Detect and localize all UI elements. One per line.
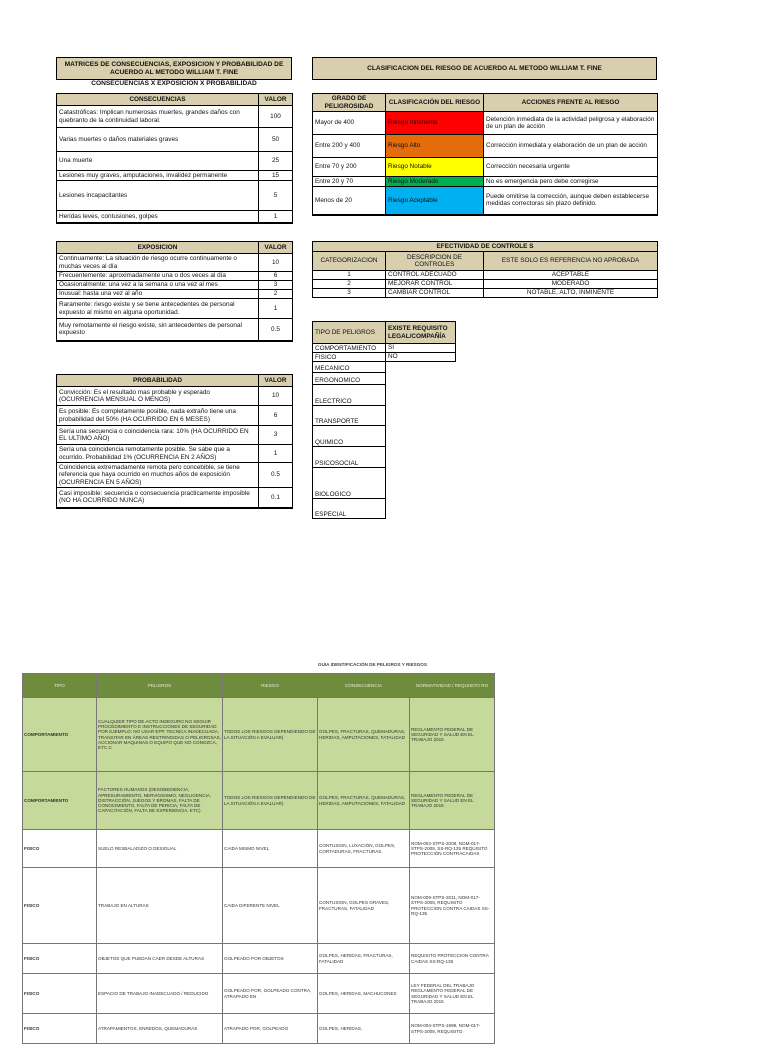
guia-peligro: ATRAPAMIENTOS, ENREDOS, QUEMADURAS — [97, 1014, 223, 1044]
guia-peligro: SUELO RESBALADIZO O DESIGUAL — [97, 830, 223, 868]
guia-norma: NOM-009-STPS-2011, NOM-017-STPS-2008, REQUISITO PROTECCION CONTRA CAIDAS SS-RQ-135 — [410, 868, 495, 944]
guia-header-1: PELIGROS — [97, 674, 223, 698]
probabilidad-desc: Sería una coincidencia remotamente posible. Se sabe que a ocurrido. Probabilidad 1% (OCURRENCIA EN 2 AÑOS) — [57, 445, 259, 463]
efectividad-cat: 3 — [313, 289, 386, 298]
table-row — [57, 281, 293, 290]
efectividad-title: EFECTIVIDAD DE CONTROLE S — [313, 242, 658, 252]
peligro-req — [386, 385, 456, 406]
table-row — [313, 499, 456, 519]
probabilidad-desc: Casi imposible: secuencia o consecuencia practicamente imposible (NO HA OCURRIDO NUNCA) — [57, 488, 259, 508]
peligro-req — [386, 406, 456, 426]
peligro-tipo: COMPORTAMIENTO — [313, 344, 386, 353]
exposicion-table — [56, 241, 293, 342]
peligro-tipo: FISICO — [313, 353, 386, 362]
efectividad-desc: MEJORAR CONTROL — [386, 280, 484, 289]
accion-cell: Corrección inmediata y elaboración de un plan de acción — [484, 135, 658, 158]
table-row — [57, 254, 293, 272]
grado-cell: Entre 70 y 200 — [313, 158, 386, 177]
clasificacion-table — [312, 93, 658, 216]
table-row — [57, 128, 293, 152]
accion-cell: No es emergencia pero debe corregirse — [484, 177, 658, 187]
efectividad-table — [312, 241, 658, 298]
table-row — [313, 468, 456, 499]
probabilidad-header-row — [57, 375, 293, 387]
probabilidad-table — [56, 374, 293, 509]
consecuencias-header-row — [57, 94, 293, 106]
peligro-req — [386, 373, 456, 385]
peligro-tipo: MECANICO — [313, 362, 386, 373]
efectividad-cat: 1 — [313, 271, 386, 280]
guia-header-4: NORMATIVIDAD / REQUISITO RO — [410, 674, 495, 698]
peligros-header-0: TIPO DE PELIGROS — [313, 322, 386, 344]
grado-cell: Mayor de 400 — [313, 112, 386, 135]
consecuencias-table — [56, 93, 293, 224]
peligro-tipo: BIOLOGICO — [313, 468, 386, 499]
table-row — [313, 362, 456, 373]
efectividad-ref: ACEPTABLE — [484, 271, 658, 280]
probabilidad-value: 10 — [259, 387, 293, 406]
table-row — [57, 319, 293, 341]
efectividad-cat: 2 — [313, 280, 386, 289]
probabilidad-value: 0.5 — [259, 463, 293, 488]
table-row — [313, 426, 456, 447]
exposicion-value: 2 — [259, 290, 293, 299]
guia-tipo: COMPORTAMIENTO — [23, 772, 97, 830]
clasificacion-header-1: CLASIFICACIÓN DEL RIESGO — [386, 94, 484, 112]
guia-norma: REGLAMENTO FEDERAL DE SEGURIDAD Y SALUD EN EL TRABAJO 2015 — [410, 772, 495, 830]
guia-riesgo: CAIDA DIFERENTE NIVEL — [223, 868, 318, 944]
table-row — [57, 488, 293, 508]
probabilidad-value: 0.1 — [259, 488, 293, 508]
consecuencias-header-0: CONSECUENCIAS — [57, 94, 259, 106]
exposicion-value: 1 — [259, 299, 293, 319]
guia-riesgo: TODOS LOS RIESGOS DEPENDIENDO DE LA SITUACIÓN A EVALUAR) — [223, 772, 318, 830]
exposicion-desc: Ocasionalmente: una vez a la semana o una vez al mes — [57, 281, 259, 290]
table-row — [313, 135, 658, 158]
probabilidad-desc: Convicción: Es el resultado mas probable y esperado (OCURRENCIA MENSUAL O MENOS) — [57, 387, 259, 406]
exposicion-desc: Continuamente: La situación de riesgo ocurre continuamente o muchas veces al día — [57, 254, 259, 272]
peligro-tipo: ELECTRICO — [313, 385, 386, 406]
table-row — [57, 463, 293, 488]
peligro-tipo: ESPECIAL — [313, 499, 386, 519]
guia-norma: NOM-004-STPS-1999, NOM-017-STPS-2008, REQUISITO — [410, 1014, 495, 1044]
grado-cell: Menos de 20 — [313, 187, 386, 215]
table-row — [57, 426, 293, 445]
guia-norma: NOM-002-STPS-2008, NOM-017-STPS-2008, SS-RQ-135 REQUISITO PROTECCIÓN CONTRACAIDAS — [410, 830, 495, 868]
table-row — [23, 1014, 495, 1044]
efectividad-header-1: DESCRIPCION DE CONTROLES — [386, 252, 484, 271]
grado-cell: Entre 20 y 70 — [313, 177, 386, 187]
consecuencias-value: 25 — [259, 152, 293, 171]
table-row — [313, 406, 456, 426]
table-row — [313, 353, 456, 362]
peligro-req: SI — [386, 344, 456, 353]
guia-consecuencia: GOLPES, HERIDAS, MACHUCONES — [318, 974, 410, 1014]
guia-consecuencia: GOLPES, HERIDAS, FRACTURAS, FATALIDAD — [318, 944, 410, 974]
guia-tipo: FISICO — [23, 944, 97, 974]
table-row — [313, 280, 658, 289]
table-row — [57, 181, 293, 211]
clasificacion-header-row — [313, 94, 658, 112]
clase-cell: Riesgo Alto — [386, 135, 484, 158]
consecuencias-header-1: VALOR — [259, 94, 293, 106]
table-row — [313, 289, 658, 298]
table-row — [57, 211, 293, 223]
grado-cell: Entre 200 y 400 — [313, 135, 386, 158]
consecuencias-desc: Catastróficas: Implican numerosas muertes, grandes daños con quebranto de la continuidad laboral. — [57, 106, 259, 128]
peligro-tipo: ERGONOMICO — [313, 373, 386, 385]
table-row — [23, 974, 495, 1014]
consecuencias-desc: Lesiones incapacitantes — [57, 181, 259, 211]
table-row — [57, 445, 293, 463]
efectividad-header-row — [313, 252, 658, 271]
table-row — [57, 406, 293, 426]
table-row — [313, 344, 456, 353]
guia-header-2: RIESGO — [223, 674, 318, 698]
probabilidad-value: 1 — [259, 445, 293, 463]
probabilidad-header-1: VALOR — [259, 375, 293, 387]
probabilidad-desc: Sería una secuencia o coincidencia rara: 10% (HA OCURRIDO EN EL ULTIMO AÑO) — [57, 426, 259, 445]
exposicion-header-row — [57, 242, 293, 254]
guia-riesgo: ATRAPADO POR, GOLPEADO — [223, 1014, 318, 1044]
table-row — [313, 385, 456, 406]
guia-riesgo: GOLPEADO POR OBJETOS — [223, 944, 318, 974]
guia-consecuencia: GOLPES, FRACTURAS, QUEMADURAS, HERIDAS, AMPUTACIONES, FATALIDAD — [318, 772, 410, 830]
exposicion-header-0: EXPOSICION — [57, 242, 259, 254]
consecuencias-value: 15 — [259, 171, 293, 181]
exposicion-value: 6 — [259, 272, 293, 281]
clase-cell: Riesgo Aceptable — [386, 187, 484, 215]
probabilidad-desc: Es posible: Es completamente posible, nada extraño tiene una probabilidad del 50% (HA OCURRIDO EN 6 MESES) — [57, 406, 259, 426]
clase-cell: Riesgo Inminente — [386, 112, 484, 135]
guia-tipo: FISICO — [23, 1014, 97, 1044]
consecuencias-value: 50 — [259, 128, 293, 152]
guia-consecuencia: GOLPES, FRACTURAS, QUEMADURAS, HERIDAS, AMPUTACIONES, FATALIDAD — [318, 698, 410, 772]
matrices-subtitle-text: CONSECUENCIAS X EXPOSICIÓN X PROBABILIDAD — [91, 80, 257, 87]
consecuencias-value: 5 — [259, 181, 293, 211]
table-row — [313, 373, 456, 385]
consecuencias-value: 100 — [259, 106, 293, 128]
probabilidad-desc: Coincidencia extremadamente remota pero concebible, se tiene referencia que haya ocurrido en muchos años de exposición (OCURRENCIA EN 5 AÑOS) — [57, 463, 259, 488]
guia-header-3: CONSECUENCIA — [318, 674, 410, 698]
consecuencias-desc: Lesiones muy graves, amputaciones, invalidez permanente — [57, 171, 259, 181]
efectividad-ref: NOTABLE, ALTO, INMINENTE — [484, 289, 658, 298]
efectividad-header-0: CATEGORIZACION — [313, 252, 386, 271]
guia-table — [22, 673, 495, 1044]
peligro-req — [386, 426, 456, 447]
guia-peligro: FACTORES HUMANOS (DESOBEDIENCIA, APRESURAMIENTO, NERVIOSISMO, NEGLIGENCIA, DISTRACCIÓN, JUEGOS Y BROMAS, FALTA DE CONOCIMIENTO, FALTA DE PERICIA, FALTA DE CAPACITACIÓN, FALTA DE EXPERIENCIA, ETC) — [97, 772, 223, 830]
exposicion-header-1: VALOR — [259, 242, 293, 254]
table-row — [313, 112, 658, 135]
exposicion-value: 10 — [259, 254, 293, 272]
matrices-title — [56, 57, 292, 80]
table-row — [23, 868, 495, 944]
table-row — [57, 387, 293, 406]
table-row — [57, 272, 293, 281]
efectividad-desc: CAMBIAR CONTROL — [386, 289, 484, 298]
clasificacion-title — [312, 57, 657, 80]
exposicion-desc: Raramente: riesgo existe y se tiene antecedentes de personal expuesto al mismo en alguna oportunidad. — [57, 299, 259, 319]
table-row — [57, 171, 293, 181]
probabilidad-header-0: PROBABILIDAD — [57, 375, 259, 387]
table-row — [57, 152, 293, 171]
efectividad-desc: CONTROL ADECUADO — [386, 271, 484, 280]
table-row — [313, 187, 658, 215]
guia-tipo: FISICO — [23, 868, 97, 944]
guia-riesgo: TODOS LOS RIESGOS DEPENDIENDO DE LA SITUACIÓN A EVALUAR) — [223, 698, 318, 772]
guia-title — [318, 662, 458, 667]
clasificacion-header-0: GRADO DE PELIGROSIDAD — [313, 94, 386, 112]
peligro-req — [386, 468, 456, 499]
peligro-req: NO — [386, 353, 456, 362]
table-row — [23, 698, 495, 772]
probabilidad-value: 3 — [259, 426, 293, 445]
guia-consecuencia: GOLPES, HERIDAS, — [318, 1014, 410, 1044]
peligros-table — [312, 321, 456, 519]
guia-peligro: ESPACIO DE TRABAJO INADECUADO / REDUCIDO — [97, 974, 223, 1014]
matrices-title-text: MATRICES DE CONSECUENCIAS, EXPOSICION Y PROBABILIDAD DE ACUERDO AL METODO WILLIAM T. FINE — [64, 60, 284, 76]
consecuencias-desc: Una muerte — [57, 152, 259, 171]
guia-tipo: FISICO — [23, 830, 97, 868]
accion-cell: Puede omitirse la corrección, aunque deben establecerse medidas correctoras sin plazo definido. — [484, 187, 658, 215]
consecuencias-desc: Heridas leves, contusiones, golpes — [57, 211, 259, 223]
peligro-tipo: PSICOSOCIAL — [313, 447, 386, 468]
accion-cell: Corrección necesaria urgente — [484, 158, 658, 177]
matrices-subtitle — [56, 80, 292, 87]
guia-title-text: GUIA IDENTIFICACIÓN DE PELIGROS Y RIESGOS — [318, 662, 427, 667]
probabilidad-value: 6 — [259, 406, 293, 426]
peligros-header-1: EXISTE REQUISITO LEGAL/COMPAÑÍA — [386, 322, 456, 344]
guia-norma: REGLAMENTO FEDERAL DE SEGURIDAD Y SALUD EN EL TRABAJO 2015 — [410, 698, 495, 772]
table-row — [57, 299, 293, 319]
peligro-req — [386, 499, 456, 519]
guia-consecuencia: CONTUSION, GOLPES GRAVES, FRACTURAS, FATALIDAD — [318, 868, 410, 944]
guia-riesgo: CAIDA MISMO NIVEL — [223, 830, 318, 868]
table-row — [23, 830, 495, 868]
guia-peligro: TRABAJO EN ALTURAS — [97, 868, 223, 944]
exposicion-value: 0.5 — [259, 319, 293, 341]
accion-cell: Detención inmediata de la actividad peligrosa y elaboración de un plan de acción — [484, 112, 658, 135]
peligro-req — [386, 362, 456, 373]
efectividad-title-row — [313, 242, 658, 252]
table-row — [313, 158, 658, 177]
guia-riesgo: GOLPEADO POR, GOLPEADO CONTRA, ATRAPADO EN — [223, 974, 318, 1014]
table-row — [313, 447, 456, 468]
table-row — [57, 106, 293, 128]
exposicion-desc: Inusual: hasta una vez al año — [57, 290, 259, 299]
exposicion-value: 3 — [259, 281, 293, 290]
guia-peligro: CUALQUIER TIPO DE ACTO INSEGURO NO SEGUIR PROCEDIMIENTO E INSTRUCCIONES DE SEGURIDAD POR EJEMPLO: NO USAR EPP, TECNICA INADECUADA, TRANSITAR EN ÁREAS RESTRINGIDAS O PELIGROSAS, ACCIONAR MAQUINAS O EQUIPO QUE NO CONOZCA, ETC.C — [97, 698, 223, 772]
guia-tipo: FISICO — [23, 974, 97, 1014]
table-row — [23, 944, 495, 974]
guia-norma: LEY FEDERAL DEL TRABAJO REGLAMENTO FEDERAL DE SEGURIDAD Y SALUD EN EL TRABAJO 2015 — [410, 974, 495, 1014]
consecuencias-desc: Varias muertes o daños materiales graves — [57, 128, 259, 152]
peligros-header-row — [313, 322, 456, 344]
consecuencias-value: 1 — [259, 211, 293, 223]
guia-header-0: TIPO — [23, 674, 97, 698]
clase-cell: Riesgo Notable — [386, 158, 484, 177]
table-row — [57, 290, 293, 299]
guia-peligro: OBJETOS QUE PUEDAN CAER DESDE ALTURAS — [97, 944, 223, 974]
guia-norma: REQUISITO PROTECCION CONTRA CAIDAS SS-RQ-135 — [410, 944, 495, 974]
peligro-tipo: TRANSPORTE — [313, 406, 386, 426]
table-row — [313, 271, 658, 280]
table-row — [313, 177, 658, 187]
exposicion-desc: Frecuentemente: aproximadamente una o dos veces al día — [57, 272, 259, 281]
guia-tipo: COMPORTAMIENTO — [23, 698, 97, 772]
exposicion-desc: Muy remotamente el riesgo existe, sin antecedentes de personal expuesto — [57, 319, 259, 341]
peligro-req — [386, 447, 456, 468]
peligro-tipo: QUIMICO — [313, 426, 386, 447]
efectividad-ref: MODERADO — [484, 280, 658, 289]
clasificacion-header-2: ACCIONES FRENTE AL RIESGO — [484, 94, 658, 112]
guia-header-row — [23, 674, 495, 698]
guia-consecuencia: CONTUSION, LUXACIÓN, GOLPES, CORTADURAS, FRACTURAS — [318, 830, 410, 868]
clase-cell: Riesgo Moderado — [386, 177, 484, 187]
clasificacion-title-text: CLASIFICACION DEL RIESGO DE ACUERDO AL METODO WILLIAM T. FINE — [367, 64, 602, 72]
efectividad-header-2: ESTE SOLO ES REFERENCIA NO APROBADA — [484, 252, 658, 271]
table-row — [23, 772, 495, 830]
